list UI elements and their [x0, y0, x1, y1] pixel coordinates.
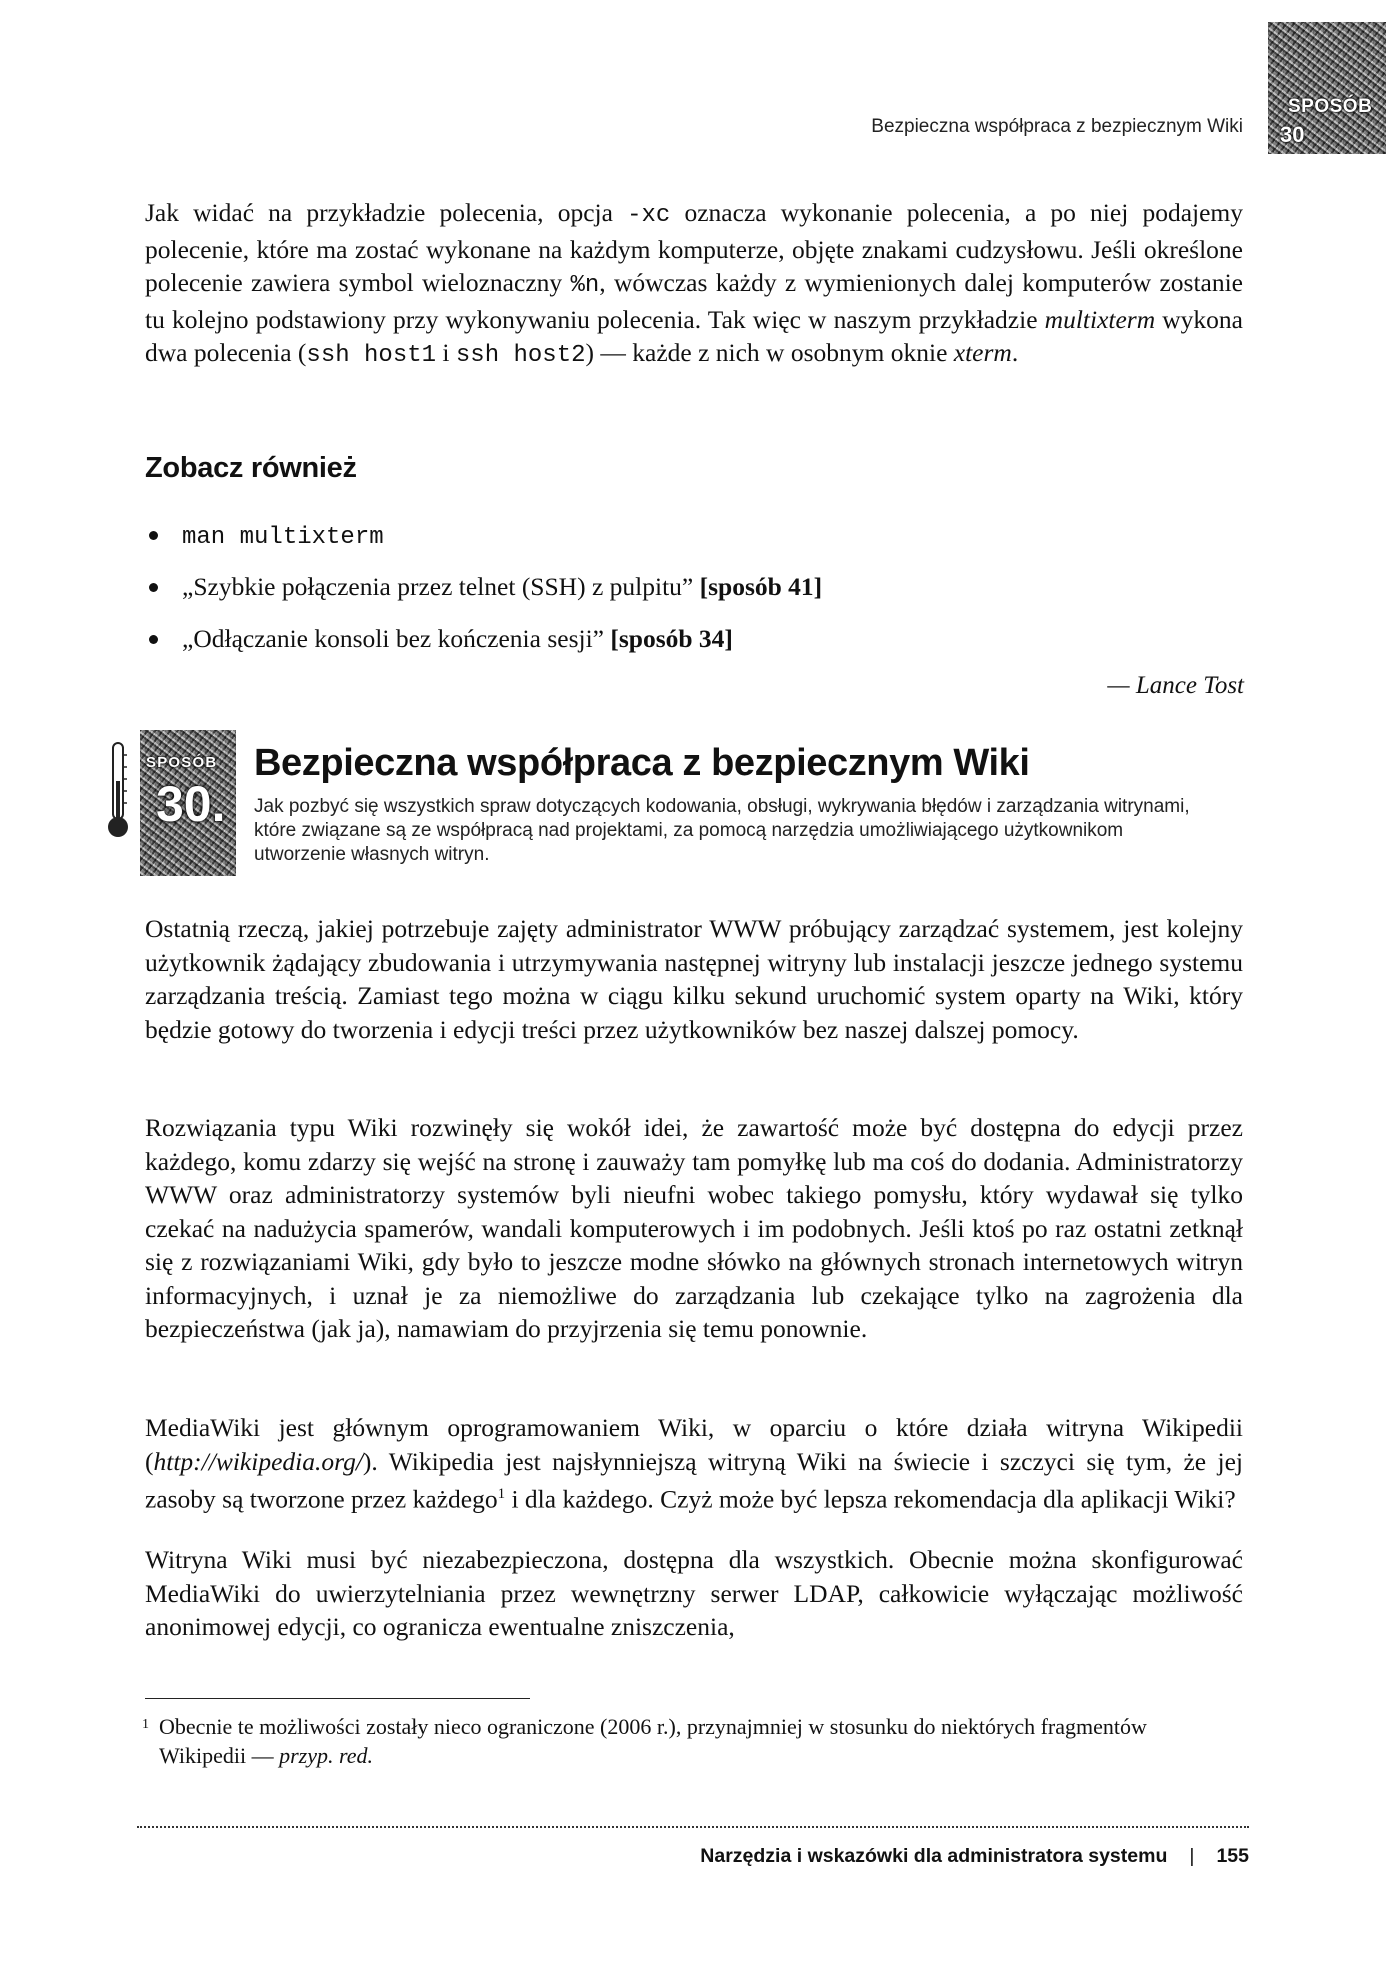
author-signature: — Lance Tost [1107, 672, 1244, 699]
code-ssh-host2: ssh host2 [455, 342, 586, 369]
page-footer [700, 1845, 1249, 1868]
body-paragraph-1: Ostatnią rzeczą, jakiej potrzebuje zajęty administrator WWW próbujący zarządzać systemem, jest kolejny użytkownik żądający zbudowania i utrzymywania następnej witryny lub instalacji jeszcze jednego systemu zarządzania treścią. Zamiast tego można w ciągu kilku sekund uruchomić system oparty na Wiki, który będzie gotowy do tworzenia i edycji treści przez użytkowników bez naszej dalszej pomocy. [145, 914, 1243, 1044]
list-item [145, 518, 822, 570]
list-item: „Szybkie połączenia przez telnet (SSH) z pulpitu” [sposób 41] [145, 570, 822, 622]
code-ssh-host1: ssh host1 [306, 342, 437, 369]
hack-reference: [sposób 34] [610, 624, 733, 653]
page-number: 155 [1216, 1845, 1249, 1867]
see-also-heading: Zobacz również [145, 452, 357, 484]
xterm-italic: xterm [953, 338, 1012, 367]
intro-paragraph: Jak widać na przykładzie polecenia, opcja -xc oznacza wykonanie polecenia, a po niej podajemy polecenie, które ma zostać wykonane na każdym komputerze, objęte znakami cudzysłowu. Jeśli określone polecenie zawiera symbol wieloznaczny %n, wówczas każdy z wymienionych dalej komputerów zostanie tu kolejno podstawiony przy wykonywaniu polecenia. Tak więc w naszym przykładzie multixterm wykona dwa polecenia (ssh host1 i ssh host2) — każde z nich w osobnym oknie xterm. [145, 198, 1244, 369]
footnote-reference: 1 [497, 1486, 506, 1502]
footer-divider [137, 1826, 1249, 1828]
thermometer-icon [106, 741, 130, 841]
footer-book-title: Narzędzia i wskazówki dla administratora systemu [700, 1845, 1168, 1867]
hack-number-badge [140, 730, 236, 876]
body-paragraph-4: Witryna Wiki musi być niezabezpieczona, dostępna dla wszystkich. Obecnie można skonfigurować MediaWiki do uwierzytelniania przez wewnętrzny serwer LDAP, całkowicie wyłączając możliwość anonimowej edycji, co ogranicza ewentualne zniszczenia, [145, 1545, 1243, 1641]
footnote: $^1$ Obecnie te możliwości zostały nieco ograniczone (2006 r.), przynajmniej w stosunku do niektórych fragmentów Wikipedii — przyp. red. [142, 1714, 1147, 1768]
badge-label: SPOSÓB [146, 754, 218, 771]
footer-separator: | [1189, 1845, 1195, 1867]
body-paragraph-3: MediaWiki jest głównym oprogramowaniem Wiki, w oparciu o które działa witryna Wikipedii (http://wikipedia.org/). Wikipedia jest najsłynniejszą witryną Wiki na świecie i szczyci się tym, że jej zasoby są tworzone przez każdego$^1$ i dla każdego. Czyż może być lepsza rekomendacja dla aplikacji Wiki? [145, 1413, 1243, 1514]
hack-title: Bezpieczna współpraca z bezpiecznym Wiki [254, 742, 1030, 784]
corner-hack-tab [1268, 22, 1386, 154]
hack-description: Jak pozbyć się wszystkich spraw dotyczących kodowania, obsługi, wykrywania błędów i zarządzania witrynami, które związane są ze współpracą nad projektami, za pomocą narzędzia umożliwiającego użytkownikom utworzenie własnych witryn. [254, 796, 1190, 865]
corner-tab-number: 30 [1280, 122, 1305, 147]
running-head: Bezpieczna współpraca z bezpiecznym Wiki [871, 116, 1243, 137]
wikipedia-url: http://wikipedia.org/ [153, 1446, 363, 1476]
hack-reference: [sposób 41] [699, 572, 823, 601]
badge-number: 30. [156, 776, 226, 832]
code-xc: -xc [627, 202, 671, 229]
man-multixterm-code: man multixterm [182, 524, 384, 551]
see-also-list [145, 518, 822, 674]
multixterm-italic: multixterm [1044, 304, 1156, 334]
body-paragraph-2: Rozwiązania typu Wiki rozwinęły się wokół idei, że zawartość może być dostępna do edycji przez każdego, komu zdarzy się wejść na stronę i zauważy tam pomyłkę lub ma coś do dodania. Administratorzy WWW oraz administratorzy systemów byli nieufni wobec takiego pomysłu, który wydawał się tylko czekać na nadużycia spamerów, wandali komputerowych i im podobnych. Jeśli ktoś po raz ostatni zetknął się z rozwiązaniami Wiki, gdy było to jeszcze modne słówko na głównych stronach internetowych witryn informacyjnych, i uznał je za niemożliwe do zarządzania lub czekające tylko na zagrożenia dla bezpieczeństwa (jak ja), namawiam do przyjrzenia się temu ponownie. [145, 1113, 1243, 1343]
footnote-marker: 1 [142, 1717, 149, 1732]
footnote-italic: przyp. red. [279, 1743, 374, 1768]
corner-tab-label: SPOSÓB [1288, 96, 1373, 117]
code-percent-n: %n [570, 272, 600, 299]
list-item: „Odłączanie konsoli bez kończenia sesji” [sposób 34] [145, 622, 822, 674]
footnote-divider [145, 1698, 530, 1699]
